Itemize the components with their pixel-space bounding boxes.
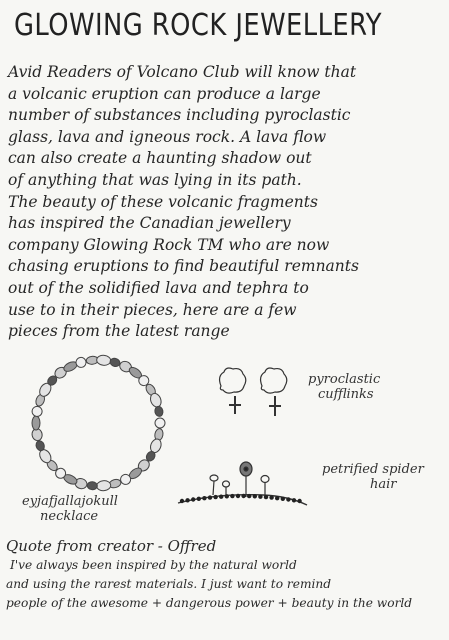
necklace-stone (154, 406, 164, 417)
hair-bead (213, 495, 217, 499)
body-line: of anything that was lying in its path. (8, 170, 302, 189)
necklace-stone (96, 355, 111, 366)
hair-bead (219, 495, 223, 499)
cufflinks-sketch (220, 368, 287, 416)
body-line: The beauty of these volcanic fragments (8, 192, 318, 211)
cufflinks-label-line: pyroclastic (308, 372, 381, 387)
hair-bead (286, 497, 290, 501)
hair-bead (253, 494, 257, 498)
body-line: has inspired the Canadian jewellery (8, 214, 291, 233)
body-line: a volcanic eruption can produce a large (8, 84, 321, 103)
body-line: out of the solidified lava and tephra to (8, 278, 309, 297)
necklace-sketch (31, 355, 165, 492)
body-line: pieces from the latest range (8, 322, 230, 341)
hair-bead (185, 498, 189, 502)
necklace-stone (96, 480, 111, 491)
hair-bead (180, 499, 184, 503)
necklace-stone (32, 416, 40, 430)
hair-bead (264, 495, 268, 499)
cufflinks-label-line: cufflinks (318, 387, 374, 402)
body-line: glass, lava and igneous rock. A lava flow (8, 127, 327, 146)
spider-hair-label (322, 462, 424, 492)
necklace-label-line: eyjafjallajokull (22, 494, 118, 509)
body-line: chasing eruptions to find beautiful remnants (8, 257, 359, 276)
necklace-label-line: necklace (40, 509, 99, 524)
quote-line: and using the rarest materials. I just want to remind (6, 577, 332, 591)
hair-bead (197, 497, 201, 501)
hair-bead (292, 498, 296, 502)
hair-bead (241, 494, 245, 498)
hair-bead (275, 496, 279, 500)
hair-bead (208, 495, 212, 499)
page-title: GLOWING ROCK JEWELLERY (14, 8, 383, 43)
hair-bead (202, 496, 206, 500)
cufflinks-label (308, 372, 380, 402)
hair-bead (230, 494, 234, 498)
creator-quote (6, 536, 446, 613)
body-line: Avid Readers of Volcano Club will know that (8, 63, 357, 81)
body-line: company Glowing Rock TM who are now (8, 235, 330, 254)
hair-bead (247, 494, 251, 498)
body-line: can also create a haunting shadow out (8, 149, 312, 168)
quote-line: people of the awesome + dangerous power + beauty in the world (6, 596, 413, 610)
hair-bead (258, 495, 262, 499)
hair-bead (225, 494, 229, 498)
necklace-label (22, 494, 118, 524)
hair-bead (191, 497, 195, 501)
hair-bead (269, 495, 273, 499)
hair-bead (297, 499, 301, 503)
necklace-stone (31, 406, 43, 418)
quote-heading: Quote from creator - Offred (6, 537, 217, 555)
hair-bead (281, 497, 285, 501)
body-line: use to in their pieces, here are a few (8, 300, 297, 319)
necklace-stone (109, 357, 121, 367)
body-line: number of substances including pyroclastic (8, 106, 351, 125)
necklace-stone (155, 418, 165, 428)
spider-hair-label-line: petrified spider (322, 462, 424, 477)
necklace-stone (87, 481, 98, 490)
spider-hair-label-line: hair (370, 477, 397, 492)
quote-line: I've always been inspired by the natural world (10, 558, 297, 572)
hair-bead (236, 494, 240, 498)
